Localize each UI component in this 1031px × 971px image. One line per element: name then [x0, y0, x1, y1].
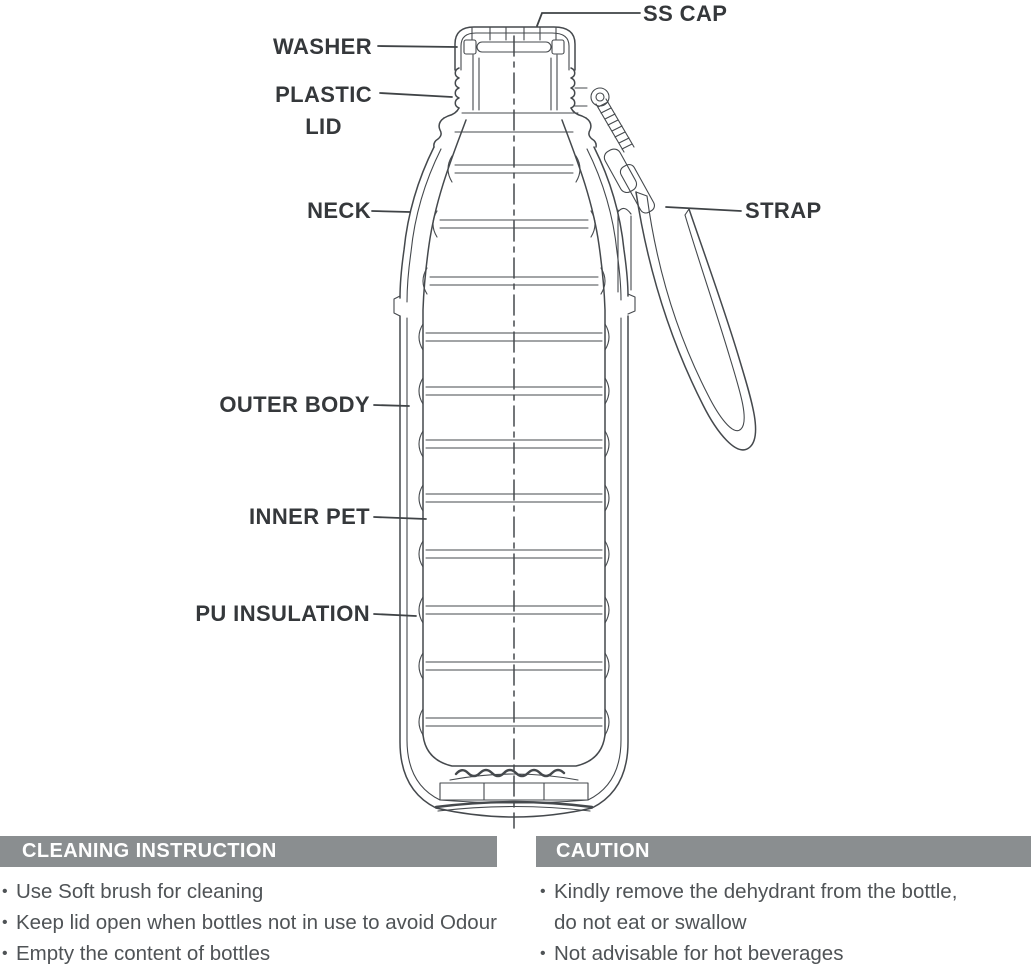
label-strap: STRAP [745, 198, 822, 223]
label-pu-insulation: PU INSULATION [195, 601, 370, 626]
plastic-lid-drawing [444, 55, 586, 118]
bullet-icon: • [2, 883, 8, 900]
cleaning-instruction-title: CLEANING INSTRUCTION [22, 840, 277, 862]
caution-item-text: Not advisable for hot beverages [554, 942, 844, 965]
leader-strap [666, 207, 741, 211]
label-inner-pet: INNER PET [249, 504, 370, 529]
bullet-icon: • [540, 883, 546, 900]
leader-pu-insulation [374, 614, 416, 616]
leader-outer-body [374, 405, 409, 406]
leader-inner-pet [374, 517, 426, 519]
cleaning-item-text: Use Soft brush for cleaning [16, 880, 264, 903]
list-item [2, 876, 497, 907]
list-item [2, 907, 497, 938]
caution-title: CAUTION [556, 840, 650, 862]
label-plastic-lid-line1: PLASTIC [275, 82, 372, 107]
cleaning-instruction-list [0, 876, 497, 969]
leader-ss-cap [537, 13, 640, 26]
list-item [540, 938, 1031, 969]
caution-item-line: do not eat or swallow [554, 911, 747, 934]
caution-section [536, 836, 1031, 969]
label-plastic-lid [275, 79, 372, 143]
label-neck: NECK [307, 198, 371, 223]
caution-header-bar [536, 836, 1031, 867]
label-outer-body: OUTER BODY [219, 392, 370, 417]
bullet-icon: • [2, 945, 8, 962]
label-washer: WASHER [273, 34, 372, 59]
cleaning-instruction-section [0, 836, 497, 969]
leader-neck [372, 211, 410, 212]
bullet-icon: • [540, 945, 546, 962]
caution-list [536, 876, 1031, 969]
leader-washer [378, 46, 457, 47]
leader-plastic-lid [380, 93, 452, 97]
label-plastic-lid-line2: LID [305, 114, 342, 139]
bullet-icon: • [2, 914, 8, 931]
cleaning-item-text: Empty the content of bottles [16, 942, 271, 965]
caution-item-text [554, 876, 957, 938]
cleaning-instruction-header-bar [0, 836, 497, 867]
caution-item-line: Kindly remove the dehydrant from the bottle, [554, 880, 958, 903]
list-item [2, 938, 497, 969]
cleaning-item-text: Keep lid open when bottles not in use to avoid Odour [16, 911, 497, 934]
list-item [540, 876, 1031, 938]
label-ss-cap: SS CAP [643, 1, 728, 26]
